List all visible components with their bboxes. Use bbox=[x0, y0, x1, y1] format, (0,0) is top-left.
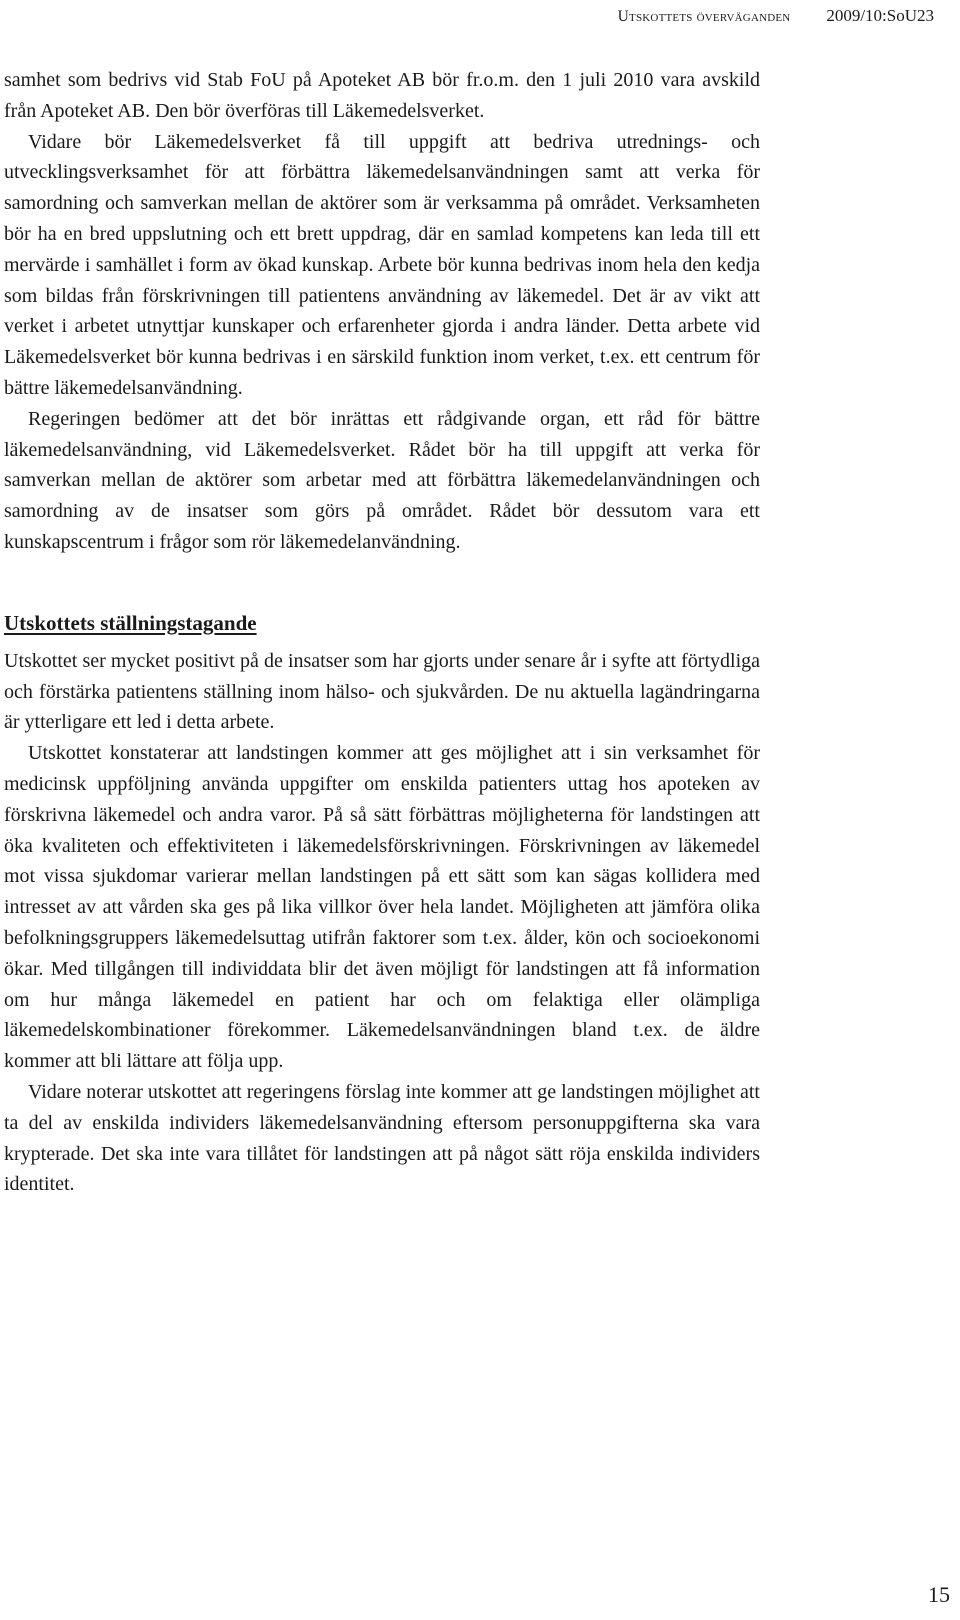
paragraph: Utskottet ser mycket positivt på de insatser som har gjorts under senare år i syfte att förtydliga och förstärka patientens ställning inom hälso- och sjukvården. De nu aktuella lagändringarna är ytterligare ett led i detta arbete. bbox=[4, 649, 760, 734]
paragraph: samhet som bedrivs vid Stab FoU på Apoteket AB bör fr.o.m. den 1 juli 2010 vara avskild från Apoteket AB. Den bör överföras till Läkemedelsverket. bbox=[4, 69, 760, 122]
paragraph: Vidare bör Läkemedelsverket få till uppgift att bedriva utrednings- och utvecklingsverksamhet för att förbättra läkemedelsanvändningen samt att verka för samordning och samverkan mellan de aktörer som är verksamma på området. Verksamheten bör ha en bred uppslutning och ett brett uppdrag, där en samlad kompetens kan leda till ett mervärde i samhället i form av ökad kunskap. Arbete bör kunna bedrivas inom hela den kedja som bildas från förskrivningen till patientens användning av läkemedel. Det är av vikt att verket i arbetet utnyttjar kunskaper och erfarenheter gjorda i andra länder. Detta arbete vid Läkemedelsverket bör kunna bedrivas i en särskild funktion inom verket, t.ex. ett centrum för bättre läkemedelsanvändning. bbox=[4, 130, 760, 399]
section-heading: Utskottets ställningstagande bbox=[4, 610, 257, 635]
running-header bbox=[618, 6, 934, 26]
body-text bbox=[4, 65, 760, 1200]
running-header-title: Utskottets överväganden bbox=[617, 8, 791, 25]
page-number: 15 bbox=[928, 1582, 950, 1607]
paragraph: Regeringen bedömer att det bör inrättas ett rådgivande organ, ett råd för bättre läkemedelsanvändning, vid Läkemedelsverket. Rådet bör ha till uppgift att verka för samverkan mellan de aktörer som arbetar med att förbättra läkemedelanvändningen och samordning av de insatser som görs på området. Rådet bör dessutom vara ett kunskapscentrum i frågor som rör läkemedelanvändning. bbox=[4, 407, 760, 553]
paragraph: Vidare noterar utskottet att regeringens förslag inte kommer att ge landstingen möjlighet att ta del av enskilda individers läkemedelsanvändning eftersom personuppgifterna ska vara krypterade. Det ska inte vara tillåtet för landstingen att på något sätt röja enskilda individers identitet. bbox=[4, 1080, 760, 1196]
paragraph: Utskottet konstaterar att landstingen kommer att ges möjlighet att i sin verksamhet för medicinsk uppföljning använda uppgifter om enskilda patienters uttag hos apoteken av förskrivna läkemedel och andra varor. På så sätt förbättras möjligheterna för landstingen att öka kvaliteten och effektiviteten i läkemedelsförskrivningen. Förskrivningen av läkemedel mot vissa sjukdomar varierar mellan landstingen på ett sätt som kan sägas kollidera med intresset av att vården ska ges på lika villkor över hela landet. Möjligheten att jämföra olika befolkningsgruppers läkemedelsuttag utifrån faktorer som t.ex. ålder, kön och socioekonomi ökar. Med tillgången till individdata blir det även möjligt för landstingen att få information om hur många läkemedel en patient har och om felaktiga eller olämpliga läkemedelskombinationer förekommer. Läkemedelsanvändningen bland t.ex. de äldre kommer att bli lättare att följa upp. bbox=[4, 742, 760, 1073]
document-reference: 2009/10:SoU23 bbox=[826, 6, 934, 25]
